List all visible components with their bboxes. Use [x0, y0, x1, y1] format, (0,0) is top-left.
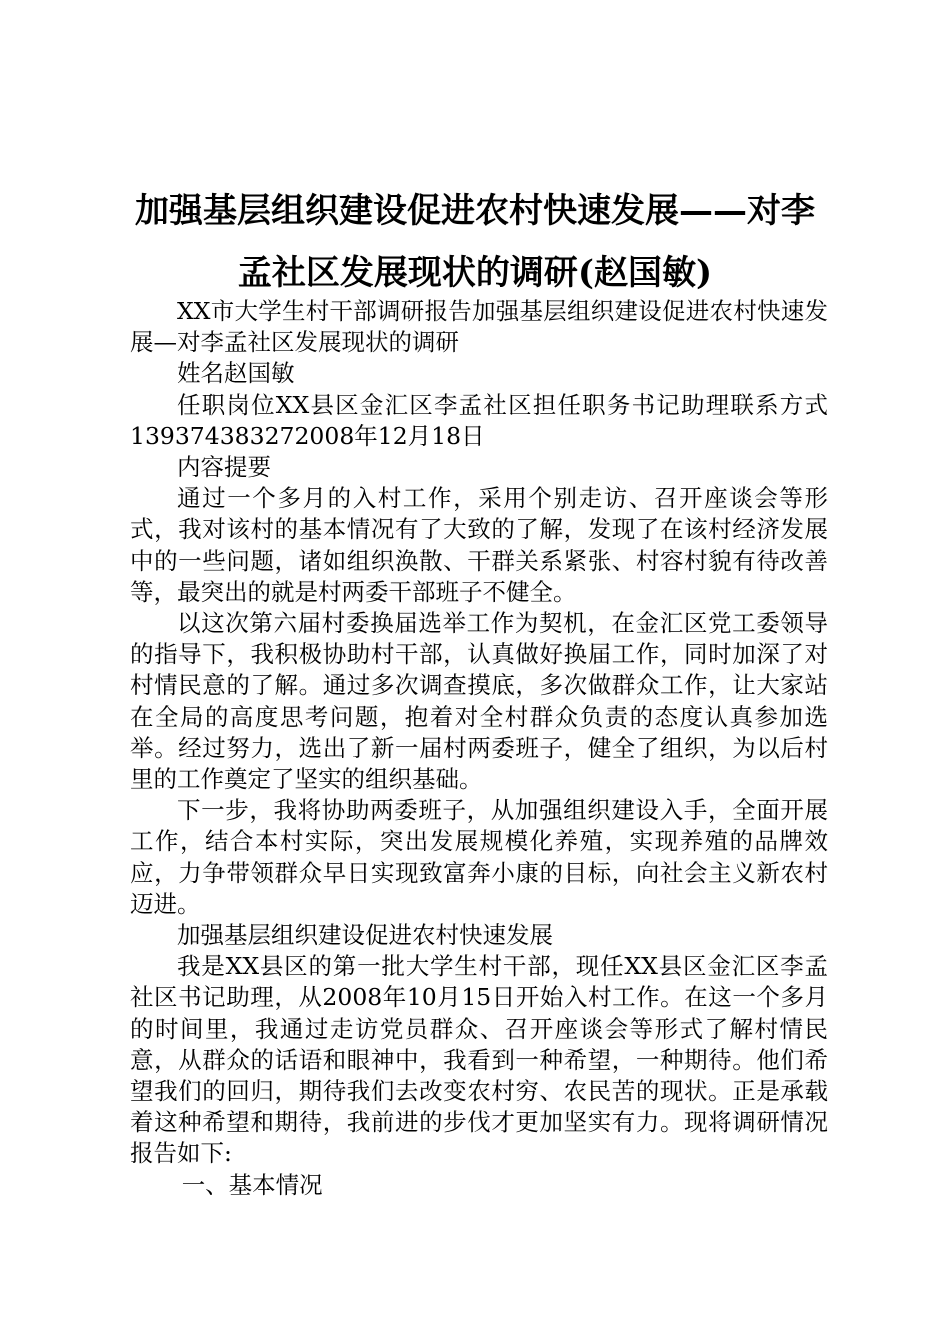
document-body: [130, 296, 828, 1201]
document-title: 加强基层组织建设促进农村快速发展——对李孟社区发展现状的调研(赵国敏): [135, 191, 815, 293]
paragraph-summary-3: 下一步，我将协助两委班子，从加强组织建设入手，全面开展工作，结合本村实际，突出发展规模化养殖，实现养殖的品牌效应，力争带领群众早日实现致富奔小康的目标，向社会主义新农村迈进。: [130, 796, 828, 918]
paragraph-summary-2: 以这次第六届村委换届选举工作为契机，在金汇区党工委领导的指导下，我积极协助村干部，认真做好换届工作，同时加深了对村情民意的了解。通过多次调查摸底，多次做群众工作，让大家站在全局的高度思考问题，抱着对全村群众负责的态度认真参加选举。经过努力，选出了新一届村两委班子，健全了组织，为以后村里的工作奠定了坚实的组织基础。: [130, 609, 828, 794]
paragraph-summary-heading: 内容提要: [177, 453, 271, 482]
paragraph-position: 任职岗位XX县区金汇区李孟社区担任职务书记助理联系方式139374383272008年12月18日: [130, 390, 828, 450]
section-heading-basic: 一、基本情况: [181, 1170, 323, 1199]
paragraph-name: 姓名赵国敏: [177, 359, 295, 388]
paragraph-section-title: 加强基层组织建设促进农村快速发展: [177, 921, 553, 950]
paragraph-summary-1: 通过一个多月的入村工作，采用个别走访、召开座谈会等形式，我对该村的基本情况有了大致的了解，发现了在该村经济发展中的一些问题，诸如组织涣散、干群关系紧张、村容村貌有待改善等，最突出的就是村两委干部班子不健全。: [130, 484, 828, 606]
paragraph-report-intro: 我是XX县区的第一批大学生村干部，现任XX县区金汇区李孟社区书记助理，从2008年10月15日开始入村工作。在这一个多月的时间里，我通过走访党员群众、召开座谈会等形式了解村情民意，从群众的话语和眼神中，我看到一种希望，一种期待。他们希望我们的回归，期待我们去改变农村穷、农民苦的现状。正是承载着这种希望和期待，我前进的步伐才更加坚实有力。现将调研情况报告如下:: [130, 952, 828, 1168]
paragraph-intro: XX市大学生村干部调研报告加强基层组织建设促进农村快速发展—对李孟社区发展现状的调研: [130, 297, 828, 357]
